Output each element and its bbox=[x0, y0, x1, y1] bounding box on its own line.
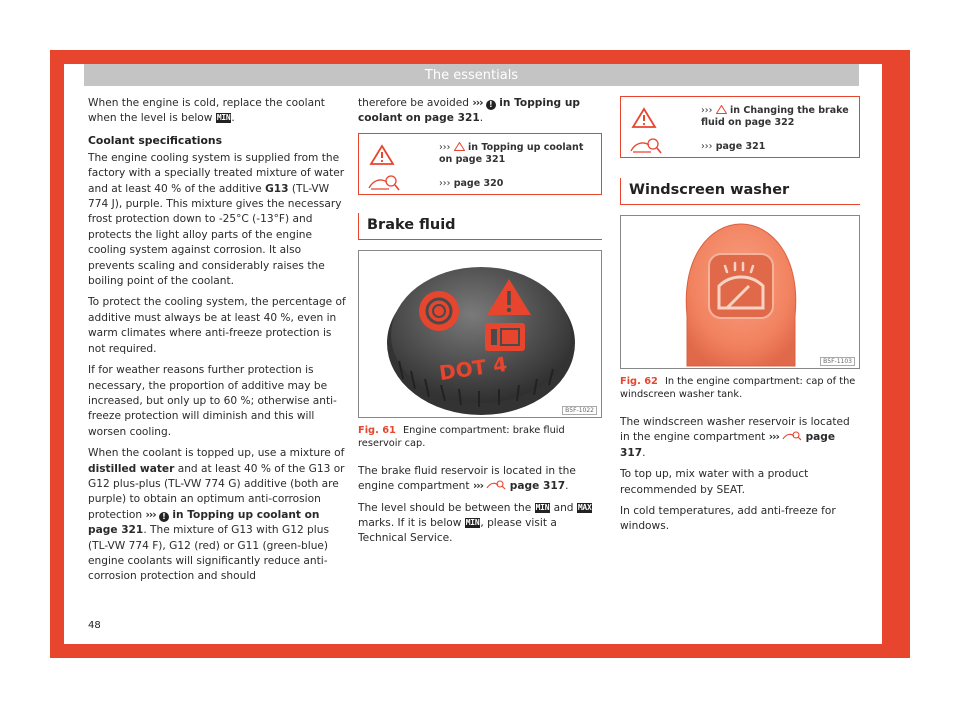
small-warning-icon bbox=[716, 105, 727, 114]
coolant-intro: When the engine is cold, replace the coolant when the level is below MIN. bbox=[88, 97, 325, 125]
service-icon bbox=[782, 431, 802, 441]
top-up-paragraph: To top up, mix water with a product recommended by SEAT. bbox=[620, 468, 809, 496]
coolant-spec-heading: Coolant specifications bbox=[88, 133, 223, 147]
info-icon: ! bbox=[486, 100, 496, 110]
topping-up-link[interactable]: in Topping up coolant on page 321 bbox=[88, 508, 320, 537]
environment-reference[interactable]: ››› page 321 bbox=[701, 141, 766, 152]
brake-level-paragraph: The level should be between the MIN and MAX marks. If it is below MIN, please visit a Technical Service. bbox=[358, 501, 592, 545]
windscreen-washer-title: Windscreen washer bbox=[620, 178, 860, 205]
page-317-link[interactable]: page 317 bbox=[509, 480, 566, 493]
header-bar bbox=[84, 64, 859, 86]
washer-location-paragraph: The windscreen washer reservoir is located in the engine compartment ››› page 317. bbox=[620, 416, 850, 459]
brake-location-paragraph: The brake fluid reservoir is located in the engine compartment ››› page 317. bbox=[358, 464, 576, 493]
figure-caption: Fig. 62 In the engine compartment: cap of the windscreen washer tank. bbox=[620, 376, 856, 400]
washer-figure bbox=[620, 215, 860, 369]
warning-reference[interactable]: ››› in Topping up coolant on page 321 bbox=[439, 141, 584, 165]
dot4-label: DOT 4 bbox=[437, 351, 509, 385]
topped-paragraph: When the coolant is topped up, use a mixture of distilled water and at least 40 % of the G13 or G12 plus-plus (TL-VW 774 G) additive (both are purple) to obtain an optimum anti-corrosion protection ››› ! in Topping up coolant on page 321. The mixture of G13 with G12 plus (TL-VW 774 F), G12 (red) or G11 (green-blue) engine coolants will significantly reduce anti-corrosion protection and should bbox=[88, 447, 345, 583]
figure-label: Fig. 62 bbox=[620, 376, 658, 387]
figure-code: B5F-1103 bbox=[820, 357, 855, 366]
column-1 bbox=[88, 96, 346, 591]
figure-label: Fig. 61 bbox=[358, 424, 396, 436]
service-icon bbox=[486, 480, 506, 490]
environment-icon bbox=[629, 137, 663, 155]
warning-triangle-icon bbox=[631, 107, 657, 129]
coolant-spec-paragraph: The engine cooling system is supplied from the factory with a specially treated mixture of water and at least 40 % of the additive G13 (TL-VW 774 J), purple. This mixture gives the necessary frost protection down to -25°C (-13°F) and protects the light alloy parts of the engine cooling system against corrosion. It also prevents scaling and considerably raises the boiling point of the coolant. bbox=[88, 151, 345, 288]
cold-temperature-paragraph: In cold temperatures, add anti-freeze for windows. bbox=[620, 505, 836, 533]
figure-caption: Fig. 61 Engine compartment: brake fluid reservoir cap. bbox=[358, 424, 565, 449]
environment-icon bbox=[367, 174, 401, 192]
environment-reference[interactable]: ››› page 320 bbox=[439, 177, 504, 189]
avoid-paragraph: therefore be avoided ››› ! in Topping up coolant on page 321. bbox=[358, 97, 580, 125]
washer-cap-image bbox=[621, 216, 859, 368]
warning-reference[interactable]: ››› in Changing the brake fluid on page 322 bbox=[701, 105, 849, 128]
column-3 bbox=[620, 96, 860, 541]
brake-fluid-cap-image bbox=[359, 251, 601, 417]
brake-fluid-figure bbox=[358, 250, 602, 418]
weather-paragraph: If for weather reasons further protection is necessary, the proportion of additive may be increased, but only up to 60 %; otherwise anti-freeze protection will diminish and this will worsen cooling. bbox=[88, 364, 337, 438]
min-mark: MIN bbox=[535, 502, 550, 512]
figure-code: B5F-1022 bbox=[562, 406, 597, 415]
header-title: The essentials bbox=[424, 68, 519, 83]
column-2 bbox=[358, 96, 602, 553]
protect-paragraph: To protect the cooling system, the percentage of additive must always be at least 40 %, even in warm climates where anti-freeze protection is not required. bbox=[88, 296, 346, 355]
info-icon: ! bbox=[159, 512, 169, 522]
topping-up-link[interactable]: in Topping up coolant on page 321 bbox=[358, 97, 580, 125]
page-317-link[interactable]: page 317 bbox=[620, 431, 836, 459]
page-number: 48 bbox=[88, 620, 101, 631]
min-mark: MIN bbox=[465, 518, 480, 528]
reference-box bbox=[620, 96, 860, 158]
reference-box bbox=[358, 133, 602, 195]
max-mark: MAX bbox=[577, 502, 592, 512]
warning-triangle-icon bbox=[369, 144, 395, 166]
min-mark: MIN bbox=[216, 113, 231, 123]
manual-page bbox=[64, 64, 882, 644]
small-warning-icon bbox=[454, 142, 465, 151]
brake-fluid-title: Brake fluid bbox=[358, 213, 602, 240]
